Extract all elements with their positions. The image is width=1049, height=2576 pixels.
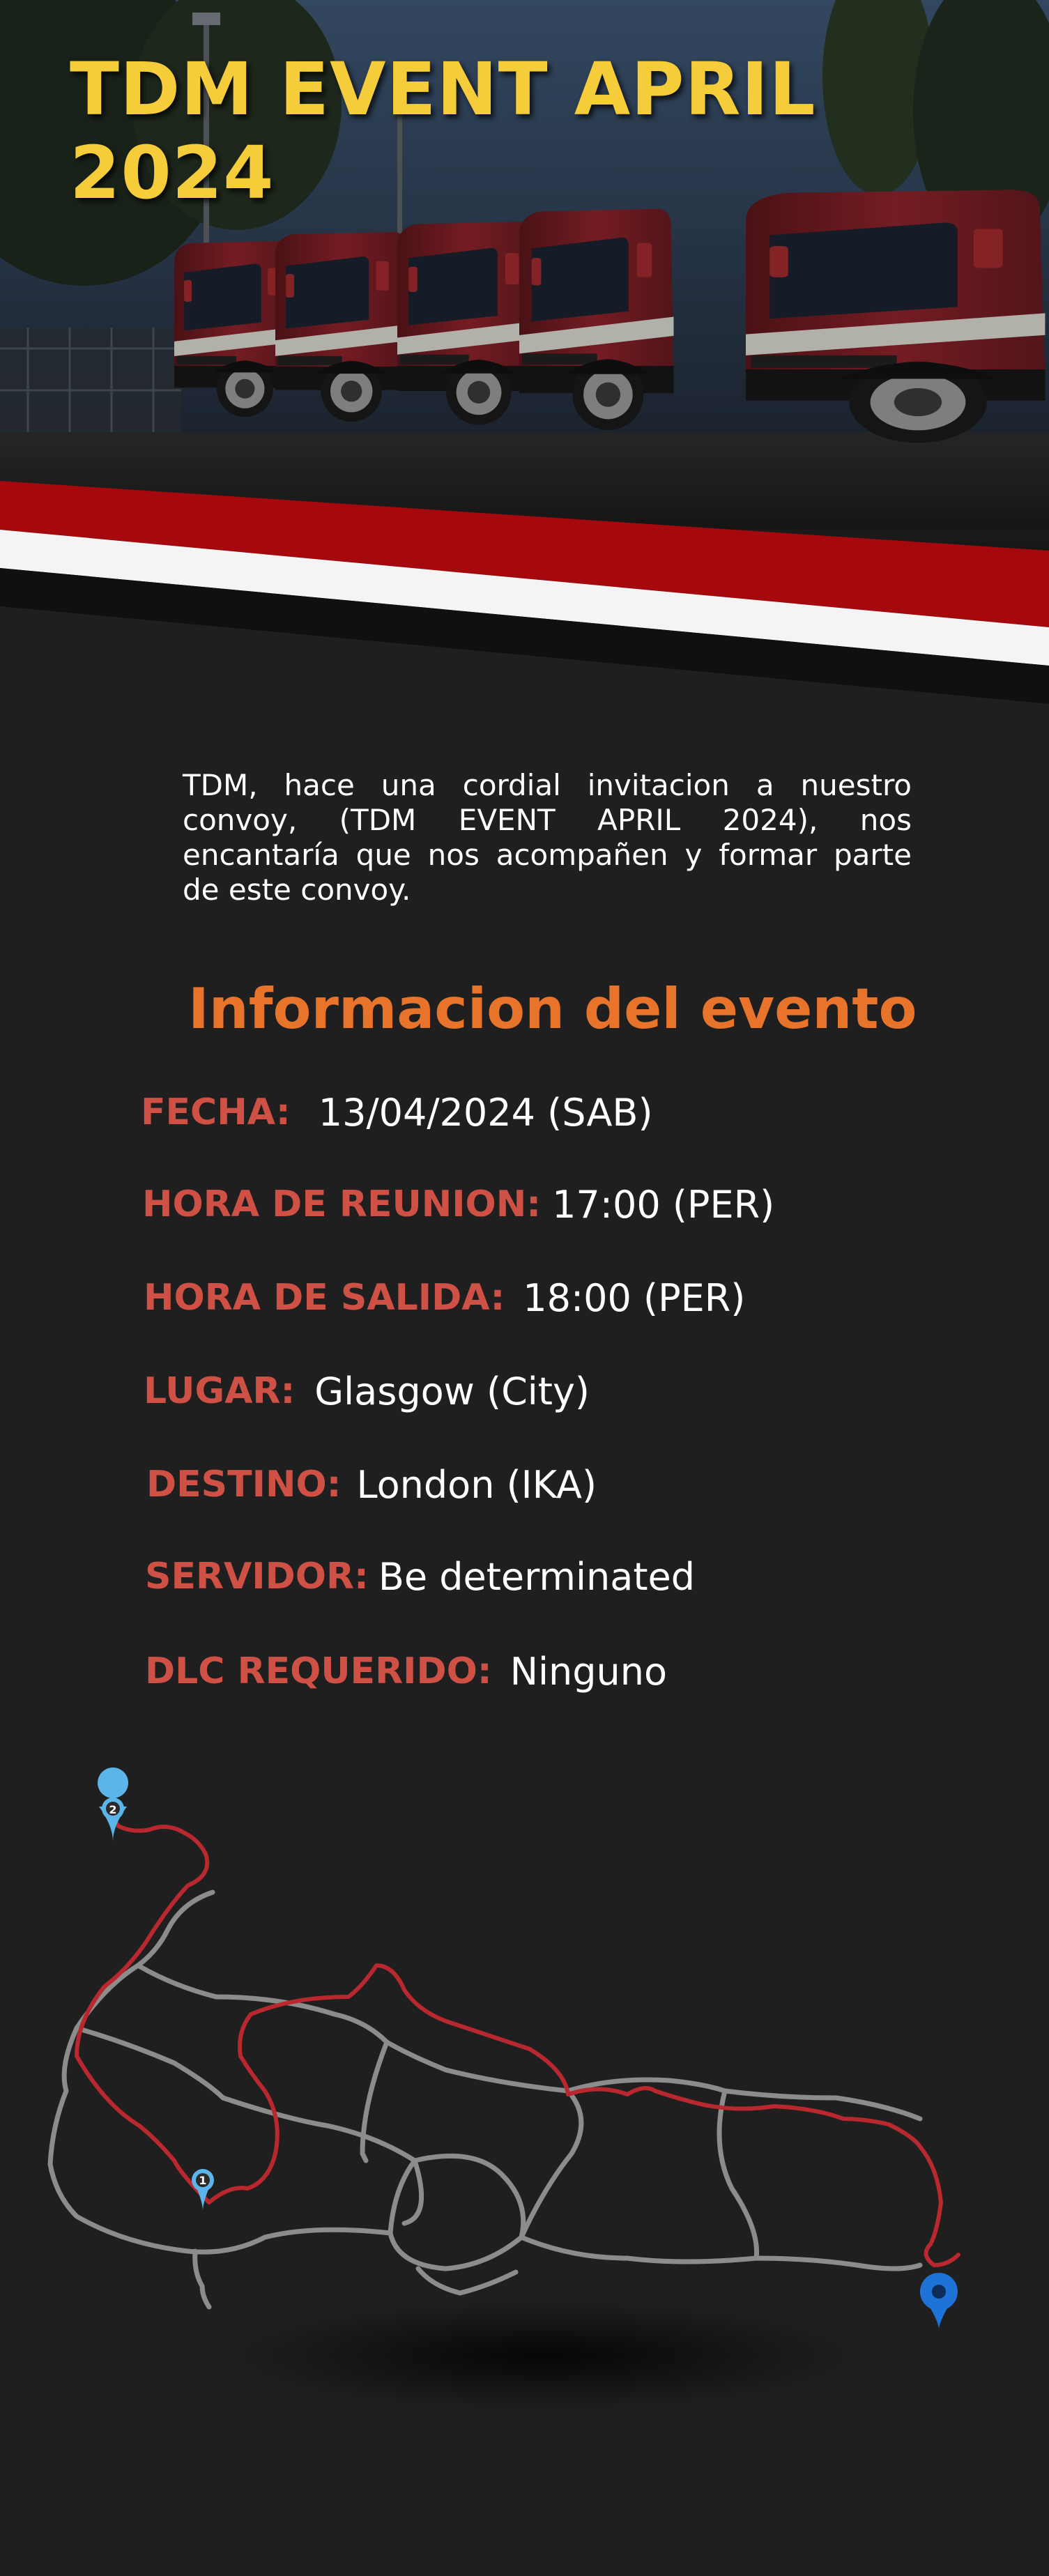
intro-text: TDM, hace una cordial invitacion a nuestro convoy, (TDM EVENT APRIL 2024), nos encantaría que nos acompañen y formar parte de este convoy. [183,768,912,907]
info-label: DESTINO: [146,1464,342,1505]
info-heading: Informacion del evento [188,976,917,1041]
event-title [70,47,906,215]
info-label: DLC REQUERIDO: [145,1650,492,1692]
hero-banner [0,0,1049,704]
info-row-hora-reunion [142,1176,774,1232]
destination-marker[interactable] [920,2273,958,2329]
route-map [0,1756,1049,2425]
start-marker-label: 1 [199,2174,207,2187]
event-title-line1: TDM EVENT APRIL [70,47,816,132]
info-row-hora-salida [144,1270,745,1326]
info-row-dlc [145,1643,667,1699]
info-label: LUGAR: [144,1370,296,1412]
info-value: Ninguno [510,1649,668,1694]
map-shadow [223,2300,864,2412]
info-value: Be determinated [378,1554,695,1599]
map-pin-icon [920,2273,958,2329]
info-row-destino [146,1457,597,1512]
info-value: 17:00 (PER) [552,1182,775,1227]
info-label: HORA DE SALIDA: [144,1277,505,1319]
info-value: London (IKA) [356,1462,597,1507]
waypoint-marker-label: 2 [109,1803,117,1816]
info-row-fecha [141,1084,653,1140]
event-title-line2: 2024 [70,130,275,215]
info-row-servidor [145,1549,695,1604]
info-label: FECHA: [141,1091,291,1133]
info-value: 18:00 (PER) [523,1275,746,1320]
info-value: 13/04/2024 (SAB) [318,1090,653,1135]
info-value: Glasgow (City) [314,1369,590,1413]
road-network [50,1892,920,2307]
info-label: HORA DE REUNION: [142,1183,542,1225]
info-label: SERVIDOR: [145,1556,369,1597]
info-row-lugar [144,1363,590,1419]
